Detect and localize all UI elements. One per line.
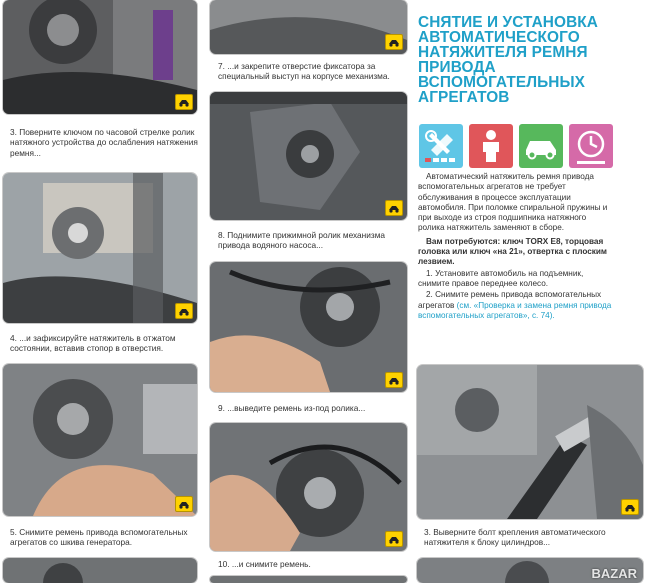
photo-step-11	[210, 576, 407, 583]
camera-badge-icon	[385, 372, 403, 388]
camera-badge-icon	[385, 200, 403, 216]
caption-right-step-3: 3. Выверните болт крепления автоматического натяжителя к блоку цилиндров...	[424, 527, 606, 548]
tools-text: Вам потребуются: ключ TORX E8, торцовая головка или ключ «на 21», отвертка с плоским лезвием.	[418, 236, 607, 267]
camera-badge-icon	[175, 496, 193, 512]
photo-step-8	[210, 92, 407, 220]
photo-step-2	[3, 0, 197, 114]
caption-step-7: 7. ...и закрепите отверстие фиксатора за специальный выступ на корпусе механизма.	[218, 61, 390, 82]
wrench-tools-icon	[419, 124, 463, 168]
photo-step-4	[3, 173, 197, 323]
camera-badge-icon	[175, 303, 193, 319]
person-icon	[469, 124, 513, 168]
watermark-logo: BAZAR	[591, 566, 637, 581]
caption-step-4: 4. ...и зафиксируйте натяжитель в отжатом состоянии, вставив стопор в отверстия.	[10, 333, 176, 354]
page-title	[418, 15, 643, 105]
camera-badge-icon	[385, 34, 403, 50]
title-line: АГРЕГАТОВ	[418, 89, 510, 106]
photo-right-step-3	[417, 365, 643, 519]
caption-step-5: 5. Снимите ремень привода вспомогательных агрегатов со шкива генератора.	[10, 527, 188, 548]
photo-step-9	[210, 262, 407, 392]
title-line: НАТЯЖИТЕЛЯ РЕМНЯ	[418, 44, 588, 61]
title-line: СНЯТИЕ И УСТАНОВКА	[418, 14, 598, 31]
title-line: ВСПОМОГАТЕЛЬНЫХ	[418, 74, 586, 91]
intro-paragraph: Автоматический натяжитель ремня привода вспомогательных агрегатов не требует обслуживания в процессе эксплуатации автомобиля. При поломке спиральной пружины и при выходе из строя подшипника натяжного ролика натяжитель заменяют в сборе.	[418, 172, 608, 233]
tools-paragraph	[418, 237, 612, 268]
caption-step-3: 3. Поверните ключом по часовой стрелке ролик натяжного устройства до ослабления натяжения ремня...	[10, 127, 198, 158]
photo-right-step-4	[417, 558, 643, 583]
car-icon	[519, 124, 563, 168]
camera-badge-icon	[385, 531, 403, 547]
camera-badge-icon	[175, 94, 193, 110]
title-line: АВТОМАТИЧЕСКОГО	[418, 29, 580, 46]
caption-step-8: 8. Поднимите прижимной ролик механизма привода водяного насоса...	[218, 230, 386, 251]
clock-icon	[569, 124, 613, 168]
caption-step-9: 9. ...выведите ремень из-под ролика...	[218, 403, 366, 413]
step-2-link[interactable]: (см. «Проверка и замена ремня привода вспомогательных агрегатов», с. 74).	[418, 300, 612, 320]
step-2-paragraph	[418, 290, 612, 321]
photo-step-10	[210, 423, 407, 551]
photo-step-6	[3, 558, 197, 583]
photo-step-5	[3, 364, 197, 516]
camera-badge-icon	[621, 499, 639, 515]
step-1-paragraph: 1. Установите автомобиль на подъемник, снимите правое переднее колесо.	[418, 268, 584, 288]
caption-step-10: 10. ...и снимите ремень.	[218, 559, 311, 569]
article-body	[418, 172, 612, 321]
step-2-text: 2. Снимите ремень привода вспомогательных агрегатов	[418, 290, 602, 310]
photo-step-6b	[210, 0, 407, 54]
title-line: ПРИВОДА	[418, 59, 496, 76]
